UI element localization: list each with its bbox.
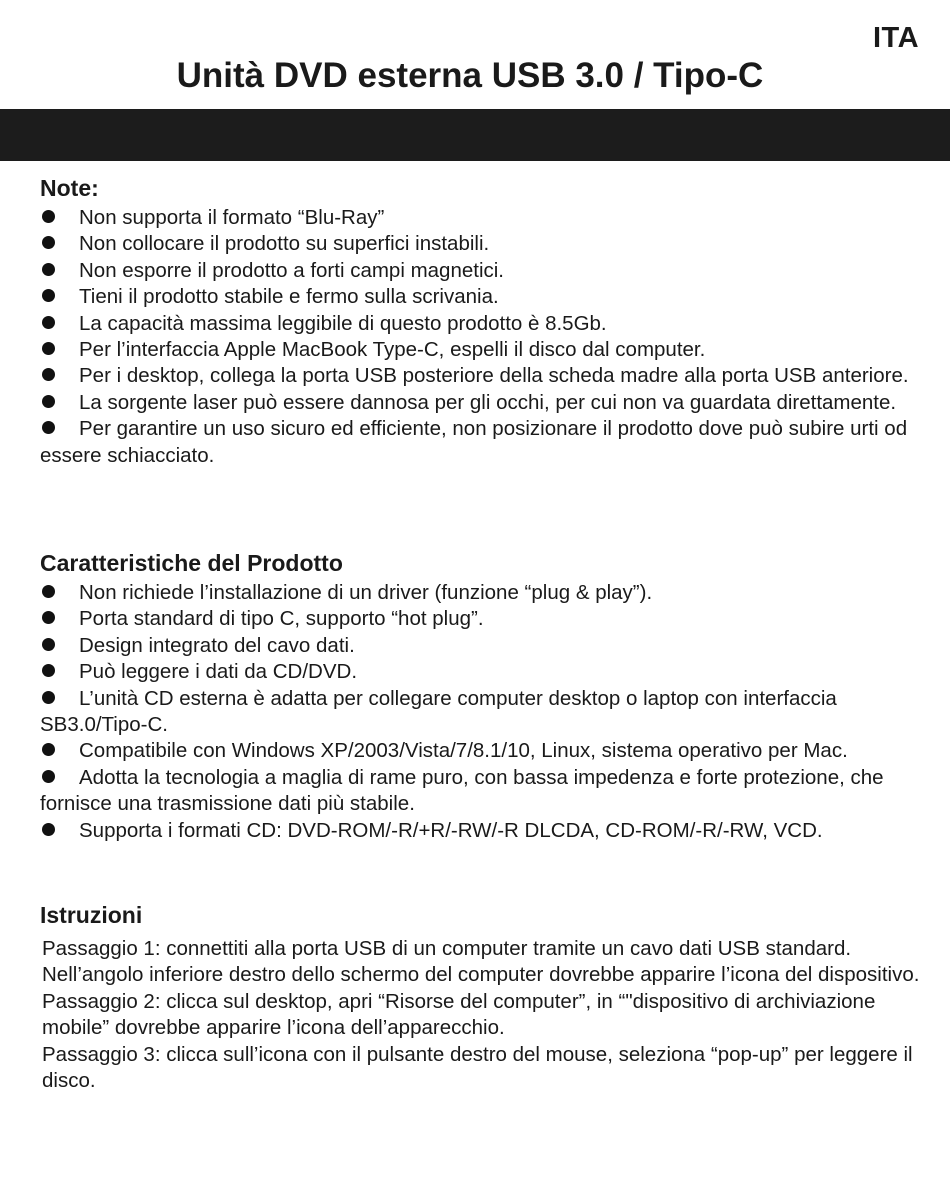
notes-list — [40, 205, 920, 469]
bullet-icon — [42, 421, 55, 434]
list-item-text: Per garantire un uso sicuro ed efficiente, non posizionare il prodotto dove può subire urti od essere schiacciato. — [40, 417, 908, 467]
list-item — [40, 284, 920, 310]
list-item — [40, 686, 920, 739]
list-item — [40, 818, 920, 844]
features-list — [40, 580, 920, 844]
bullet-icon — [42, 585, 55, 598]
bullet-icon — [42, 342, 55, 355]
list-item-text: Adotta la tecnologia a maglia di rame puro, con bassa impedenza e forte protezione, che fornisce una trasmissione dati più stabile. — [40, 765, 884, 816]
list-item-text: Porta standard di tipo C, supporto “hot plug”. — [79, 607, 484, 631]
list-item — [40, 390, 920, 416]
notes-section — [40, 173, 920, 469]
list-item — [40, 258, 920, 284]
bullet-icon — [42, 368, 55, 381]
list-item-text: Design integrato del cavo dati. — [79, 633, 355, 657]
list-item-text: Può leggere i dati da CD/DVD. — [79, 660, 358, 684]
list-item — [40, 231, 920, 257]
list-item — [40, 606, 920, 632]
list-item-text: Non collocare il prodotto su superfici instabili. — [79, 232, 490, 256]
bullet-icon — [42, 395, 55, 408]
list-item-text: Non esporre il prodotto a forti campi magnetici. — [79, 258, 505, 282]
list-item — [40, 205, 920, 231]
list-item — [40, 738, 920, 764]
step-paragraph: Passaggio 3: clicca sull’icona con il pulsante destro del mouse, seleziona “pop-up” per leggere il disco. — [42, 1042, 913, 1093]
step-paragraph: Passaggio 2: clicca sul desktop, apri “Risorse del computer”, in “"dispositivo di archiviazione mobile” dovrebbe apparire l’icona dell’apparecchio. — [42, 989, 876, 1040]
list-item-text: Supporta i formati CD: DVD-ROM/-R/+R/-RW/-R DLCDA, CD-ROM/-R/-RW, VCD. — [79, 818, 823, 842]
list-item-text: Non supporta il formato “Blu-Ray” — [79, 206, 385, 229]
features-section — [40, 548, 920, 844]
bullet-icon — [42, 210, 55, 223]
list-item-text: L’unità CD esterna è adatta per collegare computer desktop o laptop con interfaccia SB3.0/Tipo-C. — [40, 686, 837, 737]
list-item — [40, 311, 920, 337]
bullet-icon — [42, 638, 55, 651]
bullet-icon — [42, 611, 55, 624]
list-item — [40, 633, 920, 659]
bullet-icon — [42, 236, 55, 249]
document-title: Unità DVD esterna USB 3.0 / Tipo-C — [176, 56, 764, 95]
bullet-icon — [42, 743, 55, 756]
list-item — [40, 659, 920, 685]
list-item — [40, 337, 920, 363]
bullet-icon — [42, 770, 55, 783]
list-item — [40, 416, 920, 469]
list-item-text: La capacità massima leggibile di questo prodotto è 8.5Gb. — [79, 311, 607, 335]
header-bar — [0, 109, 950, 161]
notes-heading: Note: — [40, 175, 99, 201]
list-item-text: Per l’interfaccia Apple MacBook Type-C, espelli il disco dal computer. — [79, 338, 706, 362]
instructions-heading: Istruzioni — [40, 902, 143, 928]
features-heading: Caratteristiche del Prodotto — [40, 550, 343, 576]
list-item-text: Per i desktop, collega la porta USB posteriore della scheda madre alla porta USB anteriore. — [79, 364, 909, 388]
bullet-icon — [42, 691, 55, 704]
list-item-text: Non richiede l’installazione di un driver (funzione “plug & play”). — [79, 581, 653, 604]
list-item-text: La sorgente laser può essere dannosa per gli occhi, per cui non va guardata direttamente. — [79, 390, 897, 414]
instructions-section — [40, 900, 920, 1094]
bullet-icon — [42, 316, 55, 329]
bullet-icon — [42, 289, 55, 302]
list-item-text: Tieni il prodotto stabile e fermo sulla scrivania. — [79, 285, 499, 309]
bullet-icon — [42, 263, 55, 276]
instructions-steps — [40, 936, 920, 1094]
list-item-text: Compatibile con Windows XP/2003/Vista/7/8.1/10, Linux, sistema operativo per Mac. — [79, 739, 848, 763]
list-item — [40, 580, 920, 606]
bullet-icon — [42, 823, 55, 836]
bullet-icon — [42, 664, 55, 677]
list-item — [40, 765, 920, 818]
step-paragraph: Passaggio 1: connettiti alla porta USB di un computer tramite un cavo dati USB standard. Nell’angolo inferiore destro dello schermo del computer dovrebbe apparire l’icona del dispositivo. — [42, 937, 920, 987]
language-tag: ITA — [873, 22, 920, 54]
list-item — [40, 363, 920, 389]
